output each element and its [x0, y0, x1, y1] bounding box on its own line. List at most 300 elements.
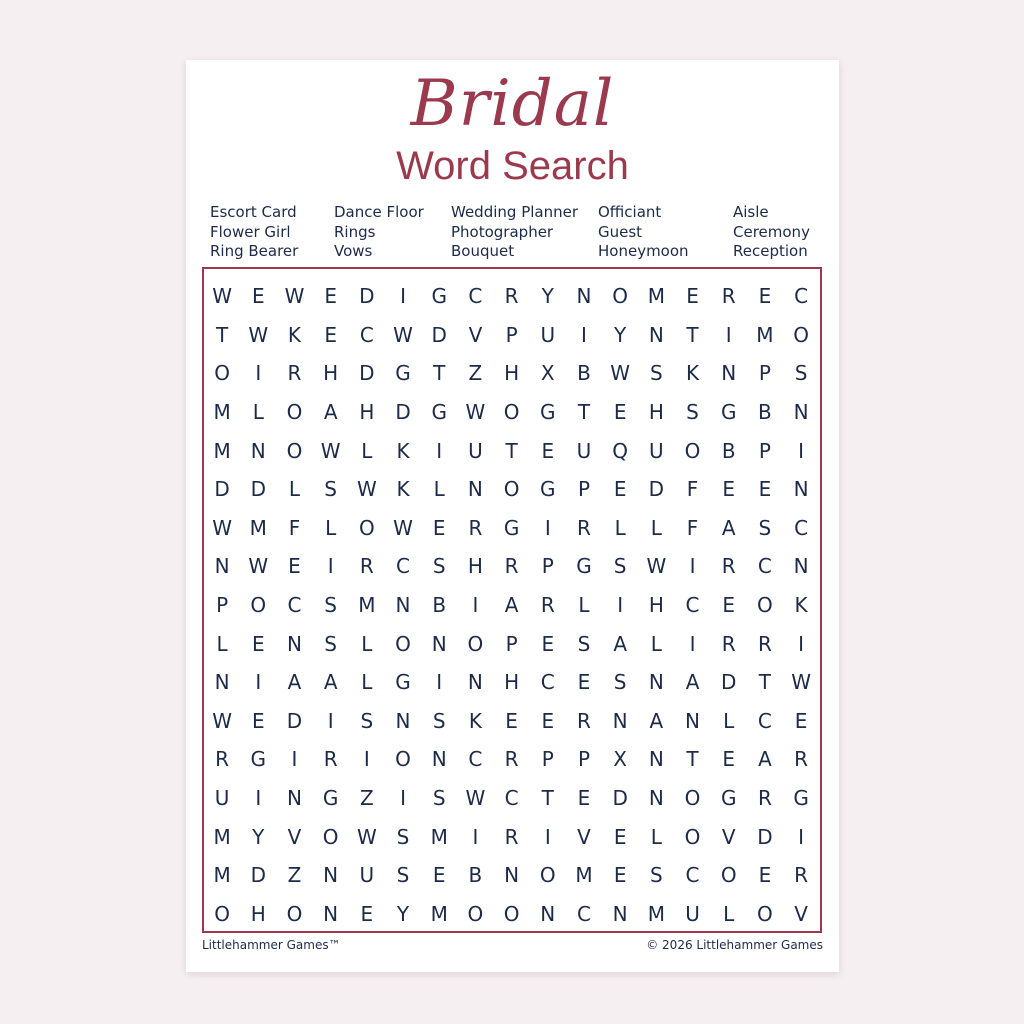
grid-letter: N	[504, 863, 520, 888]
grid-letter: X	[613, 747, 627, 772]
grid-letter: S	[396, 824, 410, 849]
word-item: Honeymoon	[598, 242, 689, 260]
grid-row	[204, 470, 820, 509]
grid-letter: T	[541, 786, 554, 811]
grid-letter: O	[539, 863, 556, 888]
grid-letter: O	[612, 284, 629, 309]
grid-letter: R	[577, 515, 591, 540]
letter-grid	[204, 277, 820, 933]
grid-letter: I	[255, 670, 262, 695]
grid-letter: V	[287, 824, 302, 849]
grid-row	[204, 624, 820, 663]
grid-letter: D	[757, 824, 773, 849]
grid-letter: S	[794, 361, 808, 386]
grid-letter: W	[320, 438, 341, 463]
grid-letter: Y	[541, 284, 554, 309]
grid-letter: C	[540, 670, 555, 695]
grid-letter: O	[503, 400, 520, 425]
grid-letter: D	[721, 670, 737, 695]
grid-letter: O	[467, 631, 484, 656]
grid-letter: K	[794, 593, 808, 618]
grid-letter: R	[757, 631, 772, 656]
grid-letter: H	[504, 361, 520, 386]
grid-letter: Z	[468, 361, 483, 386]
grid-row	[204, 856, 820, 895]
grid-letter: N	[286, 631, 302, 656]
grid-letter: O	[757, 593, 773, 618]
grid-letter: O	[684, 438, 701, 463]
grid-letter: P	[216, 593, 229, 618]
grid-letter: E	[541, 631, 555, 656]
grid-letter: R	[504, 824, 519, 849]
grid-letter: U	[214, 786, 230, 811]
grid-letter: C	[468, 284, 483, 309]
grid-letter: N	[214, 670, 230, 695]
grid-letter: M	[430, 824, 448, 849]
grid-letter: E	[794, 708, 808, 733]
grid-letter: B	[468, 863, 483, 888]
grid-letter: O	[286, 438, 303, 463]
grid-letter: N	[323, 863, 339, 888]
grid-letter: O	[684, 824, 701, 849]
word-item: Dance Floor	[334, 203, 424, 221]
grid-letter: W	[356, 477, 377, 502]
grid-letter: G	[431, 400, 447, 425]
grid-letter: S	[686, 400, 699, 425]
grid-letter: N	[431, 631, 447, 656]
grid-letter: L	[650, 515, 662, 540]
grid-letter: E	[541, 708, 555, 733]
grid-letter: E	[758, 863, 772, 888]
grid-letter: C	[685, 593, 700, 618]
grid-letter: I	[798, 631, 805, 656]
grid-letter: A	[323, 670, 338, 695]
grid-letter: E	[432, 863, 446, 888]
grid-letter: Z	[287, 863, 302, 888]
grid-letter: N	[540, 901, 556, 926]
grid-letter: H	[648, 593, 664, 618]
grid-letter: E	[324, 322, 337, 347]
grid-letter: I	[436, 670, 443, 695]
grid-letter: O	[720, 863, 737, 888]
grid-letter: C	[757, 708, 772, 733]
grid-letter: B	[758, 400, 772, 425]
word-column-4	[598, 203, 689, 262]
grid-letter: I	[617, 593, 624, 618]
grid-letter: P	[577, 477, 590, 502]
grid-letter: I	[436, 438, 443, 463]
grid-letter: I	[689, 554, 696, 579]
grid-letter: I	[689, 631, 696, 656]
grid-letter: I	[798, 438, 805, 463]
grid-letter: B	[432, 593, 447, 618]
grid-letter: I	[472, 824, 479, 849]
grid-letter: N	[431, 747, 447, 772]
grid-letter: S	[324, 477, 337, 502]
word-column-3	[451, 203, 578, 262]
title-script: Bridal	[410, 67, 615, 141]
grid-letter: N	[793, 400, 809, 425]
grid-letter: U	[685, 901, 700, 926]
grid-letter: D	[250, 863, 266, 888]
grid-letter: N	[286, 786, 302, 811]
grid-row	[204, 663, 820, 702]
grid-letter: E	[577, 670, 591, 695]
grid-letter: C	[396, 554, 411, 579]
grid-letter: A	[613, 631, 627, 656]
grid-row	[204, 509, 820, 548]
grid-letter: E	[758, 477, 772, 502]
grid-letter: W	[791, 670, 811, 695]
grid-letter: N	[793, 477, 809, 502]
grid-letter: O	[395, 631, 411, 656]
grid-letter: T	[686, 747, 699, 772]
grid-letter: A	[721, 515, 736, 540]
grid-letter: I	[291, 747, 298, 772]
grid-letter: I	[255, 361, 262, 386]
grid-letter: M	[213, 824, 231, 849]
word-list	[210, 203, 820, 263]
grid-letter: L	[650, 824, 662, 849]
grid-letter: A	[504, 593, 519, 618]
grid-row	[204, 277, 820, 316]
grid-letter: L	[433, 477, 445, 502]
grid-letter: F	[288, 515, 301, 540]
grid-letter: U	[359, 863, 375, 888]
grid-letter: N	[793, 554, 809, 579]
grid-letter: R	[577, 708, 591, 733]
grid-letter: E	[251, 631, 265, 656]
word-column-1	[210, 203, 298, 262]
grid-letter: N	[648, 786, 664, 811]
grid-letter: N	[648, 322, 664, 347]
grid-letter: E	[324, 284, 337, 309]
grid-letter: C	[794, 284, 809, 309]
grid-letter: R	[215, 747, 230, 772]
grid-letter: U	[540, 322, 556, 347]
grid-letter: O	[358, 515, 375, 540]
grid-letter: M	[213, 863, 231, 888]
grid-letter: R	[323, 747, 338, 772]
grid-letter: G	[793, 786, 809, 811]
grid-letter: B	[577, 361, 591, 386]
grid-letter: D	[286, 708, 303, 733]
grid-letter: R	[287, 361, 302, 386]
grid-letter: W	[248, 322, 269, 347]
grid-letter: E	[251, 708, 265, 733]
grid-letter: R	[757, 786, 772, 811]
grid-letter: M	[358, 593, 376, 618]
grid-letter: Y	[252, 824, 265, 849]
grid-letter: F	[686, 477, 699, 502]
grid-row	[204, 316, 820, 355]
grid-letter: L	[614, 515, 626, 540]
grid-letter: R	[721, 631, 736, 656]
grid-letter: C	[794, 515, 809, 540]
word-column-2	[334, 203, 424, 262]
grid-letter: E	[577, 786, 591, 811]
grid-letter: S	[649, 863, 663, 888]
grid-letter: S	[432, 708, 446, 733]
grid-letter: E	[288, 554, 301, 579]
grid-letter: I	[327, 708, 334, 733]
word-item: Rings	[334, 222, 376, 241]
grid-letter: R	[794, 747, 809, 772]
grid-row	[204, 817, 820, 856]
grid-letter: L	[361, 670, 373, 695]
footer-brand: Littlehammer Games™	[202, 938, 341, 952]
grid-letter: E	[613, 400, 627, 425]
grid-letter: O	[467, 901, 484, 926]
grid-letter: L	[578, 593, 590, 618]
grid-letter: L	[325, 515, 337, 540]
grid-letter: W	[212, 284, 232, 309]
grid-letter: M	[647, 901, 665, 926]
grid-letter: C	[576, 901, 591, 926]
grid-letter: M	[647, 284, 665, 309]
grid-letter: L	[723, 901, 735, 926]
grid-letter: M	[213, 400, 231, 425]
grid-letter: H	[467, 554, 483, 579]
grid-letter: R	[504, 747, 519, 772]
letter-grid-frame	[202, 267, 822, 933]
grid-letter: R	[504, 284, 519, 309]
grid-letter: F	[686, 515, 699, 540]
grid-letter: S	[758, 515, 772, 540]
word-item: Guest	[598, 222, 643, 241]
grid-letter: G	[720, 786, 737, 811]
grid-letter: R	[721, 554, 736, 579]
grid-letter: D	[359, 284, 375, 309]
grid-letter: I	[472, 593, 479, 618]
grid-letter: N	[250, 438, 266, 463]
word-item: Photographer	[451, 222, 554, 241]
grid-row	[204, 779, 820, 818]
grid-letter: H	[359, 400, 375, 425]
grid-letter: N	[214, 554, 230, 579]
grid-letter: S	[649, 361, 663, 386]
grid-letter: V	[577, 824, 591, 849]
grid-letter: E	[251, 284, 265, 309]
grid-letter: O	[286, 901, 303, 926]
grid-letter: R	[794, 863, 809, 888]
grid-letter: C	[757, 554, 772, 579]
grid-letter: G	[720, 400, 737, 425]
word-item: Vows	[334, 242, 373, 260]
grid-letter: D	[612, 786, 628, 811]
grid-letter: Y	[396, 901, 410, 926]
grid-letter: W	[610, 361, 631, 386]
word-item: Wedding Planner	[451, 203, 579, 221]
grid-letter: B	[721, 438, 736, 463]
grid-letter: G	[395, 670, 411, 695]
grid-letter: R	[504, 554, 519, 579]
word-column-5	[733, 203, 810, 262]
grid-letter: O	[214, 361, 230, 386]
grid-letter: L	[723, 708, 735, 733]
grid-letter: L	[361, 438, 373, 463]
grid-letter: P	[758, 361, 771, 386]
grid-letter: W	[465, 786, 486, 811]
grid-letter: I	[363, 747, 370, 772]
grid-letter: O	[757, 901, 773, 926]
grid-letter: I	[725, 322, 732, 347]
grid-letter: A	[649, 708, 664, 733]
grid-letter: D	[431, 322, 447, 347]
grid-letter: O	[395, 747, 411, 772]
grid-letter: R	[721, 284, 736, 309]
grid-letter: E	[505, 708, 518, 733]
grid-letter: N	[648, 670, 664, 695]
grid-letter: N	[467, 670, 483, 695]
grid-letter: A	[323, 400, 338, 425]
grid-letter: E	[613, 824, 627, 849]
grid-letter: L	[252, 400, 264, 425]
grid-letter: W	[212, 708, 232, 733]
grid-letter: V	[794, 901, 808, 926]
grid-letter: Y	[614, 322, 627, 347]
grid-letter: N	[648, 747, 664, 772]
word-item: Bouquet	[451, 242, 515, 260]
grid-letter: C	[685, 863, 700, 888]
grid-letter: O	[322, 824, 339, 849]
grid-letter: S	[432, 554, 446, 579]
page-title: Word Search	[396, 144, 629, 188]
grid-letter: T	[577, 400, 591, 425]
grid-letter: U	[576, 438, 592, 463]
grid-letter: O	[793, 322, 809, 347]
grid-letter: I	[400, 284, 406, 309]
grid-letter: O	[250, 593, 267, 618]
grid-letter: R	[359, 554, 374, 579]
grid-letter: S	[324, 593, 337, 618]
grid-letter: H	[250, 901, 266, 926]
grid-letter: S	[324, 631, 337, 656]
grid-letter: A	[685, 670, 700, 695]
grid-letter: A	[758, 747, 772, 772]
grid-letter: Z	[359, 786, 374, 811]
grid-letter: K	[396, 438, 410, 463]
grid-letter: K	[685, 361, 700, 386]
word-search-sheet	[186, 60, 839, 972]
footer-copyright: © 2026 Littlehammer Games	[646, 938, 823, 952]
word-item: Aisle	[733, 203, 769, 221]
grid-letter: M	[756, 322, 774, 347]
grid-letter: G	[540, 400, 556, 425]
grid-letter: K	[287, 322, 302, 347]
grid-letter: R	[540, 593, 555, 618]
grid-letter: E	[722, 747, 736, 772]
grid-letter: O	[684, 786, 701, 811]
grid-letter: L	[361, 631, 373, 656]
grid-row	[204, 393, 820, 432]
grid-letter: D	[648, 477, 665, 502]
grid-row	[204, 547, 820, 586]
grid-letter: G	[250, 747, 267, 772]
grid-letter: M	[249, 515, 267, 540]
grid-letter: W	[212, 515, 232, 540]
grid-letter: I	[327, 554, 334, 579]
grid-letter: V	[721, 824, 736, 849]
grid-letter: R	[468, 515, 483, 540]
grid-letter: E	[722, 477, 736, 502]
grid-letter: E	[686, 284, 699, 309]
grid-letter: P	[505, 631, 518, 656]
grid-letter: M	[213, 438, 231, 463]
grid-letter: W	[284, 284, 305, 309]
grid-letter: G	[322, 786, 339, 811]
grid-letter: L	[216, 631, 228, 656]
grid-letter: T	[758, 670, 772, 695]
grid-letter: I	[400, 786, 406, 811]
word-item: Escort Card	[210, 203, 297, 221]
grid-letter: M	[575, 863, 593, 888]
grid-letter: V	[468, 322, 483, 347]
grid-letter: S	[432, 786, 446, 811]
grid-letter: O	[286, 400, 303, 425]
grid-letter: W	[356, 824, 377, 849]
grid-letter: G	[576, 554, 592, 579]
grid-letter: I	[544, 515, 551, 540]
grid-letter: I	[581, 322, 587, 347]
grid-letter: P	[541, 554, 554, 579]
grid-letter: I	[798, 824, 805, 849]
grid-letter: C	[468, 747, 483, 772]
grid-letter: C	[359, 322, 374, 347]
word-item: Ceremony	[733, 222, 810, 241]
grid-letter: S	[613, 670, 627, 695]
grid-letter: W	[646, 554, 667, 579]
word-item: Flower Girl	[210, 222, 291, 241]
grid-letter: N	[612, 901, 628, 926]
word-item: Officiant	[598, 203, 662, 221]
grid-letter: I	[544, 824, 551, 849]
grid-letter: U	[649, 438, 664, 463]
grid-row	[204, 702, 820, 741]
grid-letter: I	[255, 786, 262, 811]
grid-letter: N	[721, 361, 737, 386]
word-item: Ring Bearer	[210, 242, 299, 260]
grid-letter: E	[432, 515, 446, 540]
grid-letter: Q	[612, 438, 629, 463]
grid-letter: C	[287, 593, 302, 618]
grid-letter: H	[504, 670, 520, 695]
grid-letter: G	[503, 515, 520, 540]
grid-letter: T	[433, 361, 446, 386]
grid-letter: P	[505, 322, 518, 347]
grid-letter: P	[577, 747, 590, 772]
grid-letter: W	[393, 515, 413, 540]
grid-letter: S	[360, 708, 374, 733]
grid-row	[204, 431, 820, 470]
grid-letter: O	[503, 477, 520, 502]
grid-letter: N	[612, 708, 628, 733]
grid-letter: T	[215, 322, 229, 347]
grid-letter: G	[540, 477, 556, 502]
grid-letter: O	[214, 901, 230, 926]
grid-letter: L	[288, 477, 301, 502]
grid-letter: S	[613, 554, 627, 579]
grid-letter: E	[722, 593, 736, 618]
grid-letter: G	[395, 361, 411, 386]
grid-letter: W	[248, 554, 269, 579]
grid-letter: E	[758, 284, 772, 309]
word-item: Reception	[733, 242, 808, 260]
grid-letter: T	[505, 438, 518, 463]
grid-letter: U	[468, 438, 483, 463]
grid-letter: N	[395, 708, 411, 733]
grid-letter: N	[395, 593, 411, 618]
